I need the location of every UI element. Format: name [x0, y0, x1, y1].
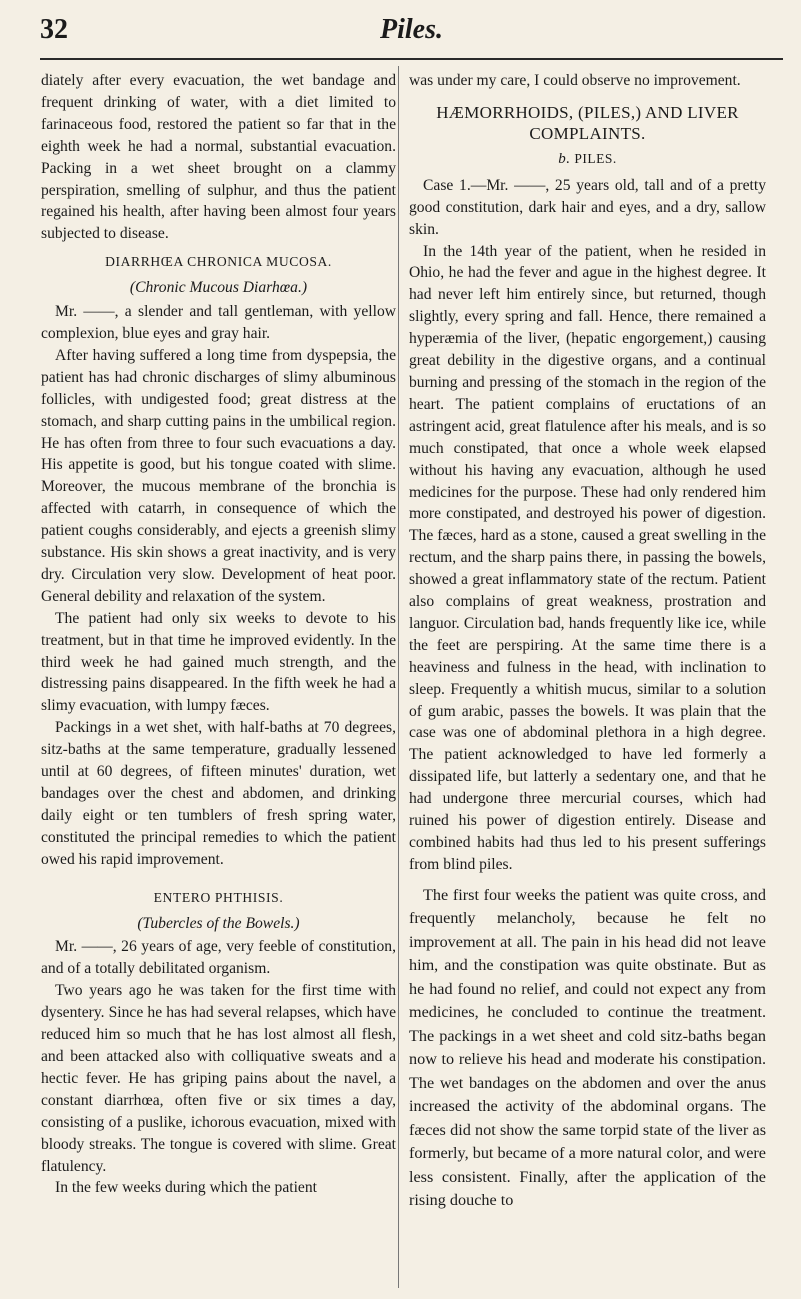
section-subheading: (Chronic Mucous Diarhœa.)	[129, 279, 308, 297]
section-subheading	[409, 148, 766, 171]
chapter-heading: HÆMORRHOIDS, (PILES,) AND LIVER COMPLAINTS.	[436, 102, 739, 143]
paragraph: Mr. ——, a slender and tall gentleman, with yellow complexion, blue eyes and gray hair.	[41, 303, 396, 342]
section-heading: ENTERO PHTHISIS.	[153, 889, 284, 905]
section-subheading: (Tubercles of the Bowels.)	[137, 914, 300, 932]
paragraph: After having suffered a long time from dyspepsia, the patient has had chronic discharges of slimy albuminous follicles, with undigested food; great distress at the stomach, and sharp cutting pains in the umbilical region. He has often from three to four such evacuations a day. His appetite is good, but his tongue coated with slime. Moreover, the mucous membrane of the bronchia is affected with catarrh, in consequence of which the patient coughs considerably, and ejects a greenish slimy substance. His skin shows a great inactivity, and is very dry. Circulation very slow. Development of heat poor. General debility and relaxation of the system.	[41, 346, 396, 605]
running-title: Piles.	[380, 14, 443, 45]
header-rule	[40, 58, 783, 60]
paragraph: diately after every evacuation, the wet bandage and frequent drinking of water, with a diet limited to farinaceous food, restored the patient so far that in the eighth week he had a normal, substantial evacuation. Packing in a wet sheet brought on a clammy perspiration, smelling of sulphur, and thus the patient regained his health, after having been almost four years subjected to disease.	[41, 72, 396, 243]
paragraph: In the 14th year of the patient, when he resided in Ohio, he had the fever and ague in the highest degree. It had never left him entirely since, but returned, though slightly, every spring and fall. Hence, there remained a hyperæmia of the liver, (hepatic engorgement,) causing great debility in the digestive organs, and a continual burning and pressing of the stomach in the region of the heart. The patient complains of eructations of an astringent acid, great flatulence after his meals, and is so much constipated, that once a whole week elapsed without his having any evacuation, although he used medicines for the purpose. These had only rendered him more constipated, and destroyed his power of digestion. The fæces, hard as a stone, caused a great swelling in the rectum, and the sharp pains there, in passing the bowels, showed a great inflammatory state of the rectum. Patient also complains of great weakness, prostration and languor. Circulation bad, hands frequently like ice, while the feet are perspiring. At the same time there is a heaviness and fulness in the head, with inclination to sleep. Frequently a whitish mucus, similar to a solution of gum arabic, passes the bowels. It was plain that the case was one of abdominal plethora in a high degree. The patient acknowledged to have led formerly a dissipated life, but latterly a sedentary one, and that he had undergone three mercurial courses, which had ruined his power of digestion entirely. Disease and combined habits had thus led to his present sufferings from blind piles.	[409, 242, 766, 873]
section-label: b.	[558, 150, 571, 167]
paragraph: Two years ago he was taken for the first time with dysentery. Since he has had several relapses, which have reduced him so much that he has lost almost all flesh, and been attacked also with colliquative sweats and a hectic fever. He has griping pains about the navel, a constant diarrhœa, often five or six times a day, consisting of a puslike, ichorous evacuation, mixed with bloody streaks. The tongue is covered with slime. Great flatulency.	[41, 982, 396, 1175]
paragraph: Case 1.—Mr. ——, 25 years old, tall and of a pretty good constitution, dark hair and eyes, and a dry, sallow skin.	[409, 176, 766, 238]
right-column	[409, 70, 766, 1213]
paragraph: Packings in a wet shet, with half-baths at 70 degrees, sitz-baths at the same temperature, gradually lessened until at 60 degrees, of fifteen minutes' duration, wet bandages over the chest and abdomen, and drinking daily eight or ten tumblers of fresh spring water, constituted the principal remedies to which the patient owed his rapid improvement.	[41, 719, 396, 868]
left-column	[41, 70, 396, 1199]
paragraph: Mr. ——, 26 years of age, very feeble of constitution, and of a totally debilitated organism.	[41, 938, 396, 978]
section-title: PILES.	[574, 150, 617, 166]
paragraph: The patient had only six weeks to devote to his treatment, but in that time he improved evidently. In the third week he had gained much strength, and the distressing pains disappeared. In the fifth week he had a slimy evacuation, with lumpy fæces.	[41, 609, 396, 715]
page-number: 32	[40, 14, 68, 45]
section-heading: DIARRHŒA CHRONICA MUCOSA.	[105, 254, 332, 270]
page-header	[40, 14, 783, 54]
paragraph: In the few weeks during which the patient	[55, 1179, 317, 1197]
paragraph: The first four weeks the patient was quite cross, and frequently melancholy, because he felt no improvement at all. The pain in his head did not leave him, and the constipation was quite obstinate. But as he had found no relief, and could not expect any from medicines, he concluded to continue the treatment. The packings in a wet sheet and cold sitz-baths began now to relieve his head and moderate his constipation. The wet bandages on the abdomen and over the anus increased the activity of the abdominal organs. The fæces did not show the same torpid state of the liver as formerly, but became of a more natural color, and were less consistent. Finally, after the application of the rising douche to	[409, 885, 766, 1210]
column-divider	[398, 66, 399, 1288]
paragraph: was under my care, I could observe no improvement.	[409, 72, 741, 89]
